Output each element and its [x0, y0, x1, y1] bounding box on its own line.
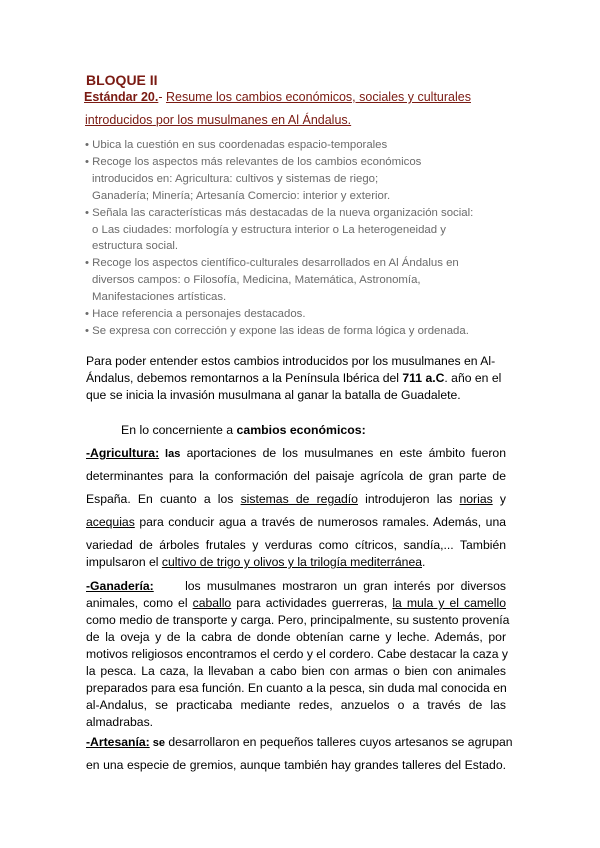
criteria-item: • Recoge los aspectos científico-culturales desarrollados en Al Ándalus en — [85, 257, 459, 270]
ganaderia-text: los musulmanes mostraron un gran interés por diversos — [153, 579, 506, 593]
agricultura-text: impulsaron el — [86, 555, 162, 569]
criteria-item: o Las ciudades: morfología y estructura interior o La heterogeneidad y — [92, 223, 446, 236]
estandar-line — [84, 90, 471, 104]
agricultura-text: para conducir agua a través de numerosos ramales. Además, una — [134, 515, 506, 529]
agricultura-line — [86, 515, 506, 529]
ganaderia-text: para actividades guerreras, — [231, 596, 393, 610]
bloque-title: BLOQUE II — [86, 72, 158, 88]
ganaderia-line: como medio de transporte y carga. Pero, principalmente, su sustento provenía — [86, 613, 510, 627]
criteria-item: • Señala las características más destacadas de la nueva organización social: — [85, 206, 474, 219]
cambios-prefix: En lo concerniente a — [121, 423, 237, 437]
ganaderia-heading: -Ganadería: — [86, 579, 154, 593]
agricultura-las: las — [159, 448, 181, 460]
intro-line: Para poder entender estos cambios introducidos por los musulmanes en Al- — [86, 354, 496, 368]
artesania-se: se — [149, 737, 165, 749]
ganaderia-line: de la oveja y de la cabra de donde obtenían carne y leche. Además, por — [86, 630, 506, 644]
agricultura-line: variedad de árboles frutales y verduras como cítricos, sandía,... También — [86, 538, 506, 552]
agricultura-line — [86, 446, 506, 460]
criteria-item: • Recoge los aspectos más relevantes de los cambios económicos — [85, 155, 422, 168]
artesania-line: en una especie de gremios, aunque también hay grandes talleres del Estado. — [86, 758, 506, 772]
criteria-item: diversos campos: o Filosofía, Medicina, Matemática, Astronomía, — [92, 274, 421, 287]
agricultura-text: . — [422, 555, 426, 569]
agricultura-line — [86, 492, 506, 506]
criteria-item: introducidos en: Agricultura: cultivos y sistemas de riego; — [92, 172, 379, 185]
acequias: acequias — [86, 515, 135, 529]
criteria-item: Ganadería; Minería; Artesanía Comercio: interior y exterior. — [92, 189, 391, 202]
intro-paragraph — [86, 353, 516, 404]
ganaderia-line — [86, 596, 506, 610]
cambios-bold: cambios económicos: — [236, 423, 366, 437]
intro-line: Ándalus, debemos remontarnos a la Península Ibérica del — [86, 371, 403, 385]
agricultura-text: aportaciones de los musulmanes en este ámbito fueron — [180, 446, 506, 460]
estandar-line2a: introducidos — [85, 113, 153, 127]
ganaderia-line: motivos religiosos encontramos el cerdo y el cordero. Cabe destacar la caza y — [86, 647, 509, 661]
agricultura-text: introdujeron las — [357, 492, 460, 506]
agricultura-line — [86, 555, 506, 569]
artesania-text: desarrollaron en pequeños talleres cuyos artesanos se agrupan — [164, 735, 513, 749]
estandar-text: Resume los cambios económicos, sociales y culturales — [165, 90, 471, 104]
ganaderia-line: al-Andalus, se practicaba mediante redes, anzuelos o a través de las — [86, 698, 506, 712]
criteria-list — [85, 137, 525, 340]
intro-year: 711 a.C — [402, 371, 445, 385]
agricultura-line: determinantes para la conformación del paisaje agrícola de gran parte de — [86, 469, 506, 483]
agricultura-text: España. En cuanto a los — [86, 492, 241, 506]
mula-camello: la mula y el camello — [392, 596, 506, 610]
norias: norias — [459, 492, 493, 506]
estandar-label: Estándar 20. — [84, 90, 159, 104]
agricultura-heading: -Agricultura: — [86, 446, 160, 460]
criteria-item: • Ubica la cuestión en sus coordenadas espacio-temporales — [85, 139, 388, 151]
ganaderia-line: preparados para esa función. En cuanto a la pesca, sin duda mal conocida en — [86, 681, 507, 695]
sistemas-regadio: sistemas de regadío — [240, 492, 358, 506]
estandar-line-2 — [85, 113, 351, 127]
ganaderia-text: animales, como el — [86, 596, 193, 610]
estandar-dash: - — [158, 90, 166, 104]
ganaderia-line — [86, 579, 506, 593]
artesania-line — [86, 735, 513, 749]
caballo: caballo — [192, 596, 232, 610]
ganaderia-line: la pesca. La caza, la llevaban a cabo bien con armas o bien con animales — [86, 664, 506, 678]
estandar-line2b: por los musulmanes en Al Ándalus. — [155, 113, 352, 127]
cambios-heading — [121, 423, 366, 437]
criteria-item: Manifestaciones artísticas. — [92, 291, 227, 304]
ganaderia-line: almadrabas. — [86, 715, 154, 729]
artesania-heading: -Artesanía: — [86, 735, 150, 749]
intro-line: . año en el — [444, 371, 502, 385]
criteria-item: • Se expresa con corrección y expone las ideas de forma lógica y ordenada. — [85, 324, 469, 337]
intro-line: que se inicia la invasión musulmana al ganar la batalla de Guadalete. — [86, 388, 461, 402]
agricultura-text: y — [492, 492, 506, 506]
cultivo-trigo: cultivo de trigo y olivos y la trilogía mediterránea — [161, 555, 422, 569]
criteria-item: estructura social. — [92, 240, 179, 253]
criteria-item: • Hace referencia a personajes destacados. — [85, 308, 306, 321]
